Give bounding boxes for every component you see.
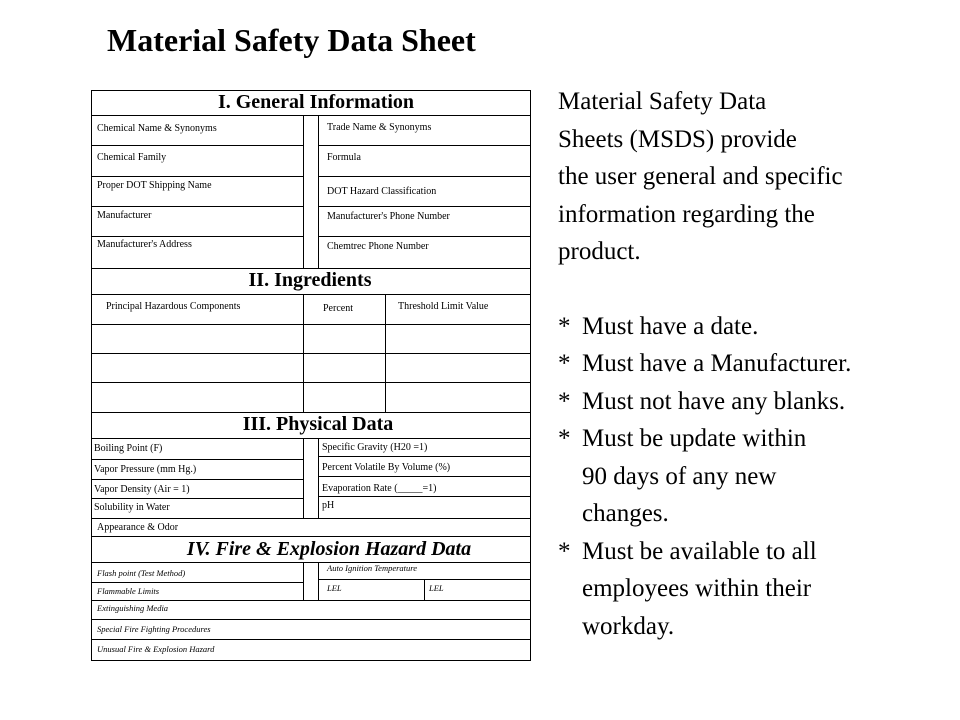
- formula-field[interactable]: Formula: [327, 152, 361, 163]
- lel-field[interactable]: LEL: [327, 583, 342, 593]
- specific-gravity-field[interactable]: Specific Gravity (H20 =1): [322, 442, 428, 453]
- dot-shipping-name-field[interactable]: Proper DOT Shipping Name: [97, 180, 212, 191]
- trade-name-field[interactable]: Trade Name & Synonyms: [327, 122, 432, 133]
- section-fire-explosion: IV. Fire & Explosion Hazard Data: [186, 538, 472, 560]
- ph-field[interactable]: pH: [322, 500, 335, 511]
- flammable-limits-field[interactable]: Flammable Limits: [97, 586, 160, 596]
- ingredient-row[interactable]: [91, 324, 303, 353]
- intro-paragraph: Material Safety Data Sheets (MSDS) provide the user general and specific information regarding the product.: [558, 88, 843, 265]
- solubility-field[interactable]: Solubility in Water: [94, 502, 170, 513]
- percent-volatile-field[interactable]: Percent Volatile By Volume (%): [322, 462, 451, 473]
- bullet-item: * Must not have any blanks.: [558, 387, 846, 415]
- manufacturer-field[interactable]: Manufacturer: [97, 210, 152, 221]
- bullet-item: * Must have a Manufacturer.: [558, 350, 852, 377]
- manufacturer-phone-field[interactable]: Manufacturer's Phone Number: [327, 211, 450, 222]
- dot-hazard-classification-field[interactable]: DOT Hazard Classification: [327, 186, 437, 197]
- special-fire-fighting-field[interactable]: Special Fire Fighting Procedures: [97, 624, 211, 634]
- flash-point-field[interactable]: Flash point (Test Method): [97, 568, 186, 578]
- extinguishing-media-field[interactable]: Extinguishing Media: [97, 603, 169, 613]
- description-text: [558, 83, 954, 645]
- section-ingredients: II. Ingredients: [248, 269, 372, 291]
- bullet-item: * Must have a date.: [558, 312, 759, 340]
- percent-header: Percent: [323, 303, 353, 314]
- vapor-density-field[interactable]: Vapor Density (Air = 1): [94, 484, 190, 495]
- bullet-item: * Must be update within 90 days of any new changes.: [558, 425, 807, 527]
- lel-field[interactable]: LEL: [429, 583, 444, 593]
- evaporation-rate-field[interactable]: Evaporation Rate (_____=1): [322, 483, 437, 494]
- msds-form: [91, 90, 531, 661]
- ingredient-row[interactable]: [91, 353, 303, 382]
- ingredient-row[interactable]: [91, 382, 303, 412]
- auto-ignition-field[interactable]: Auto Ignition Temperature: [327, 563, 418, 573]
- chemtrec-phone-field[interactable]: Chemtrec Phone Number: [327, 241, 429, 252]
- principal-hazardous-components-header: Principal Hazardous Components: [106, 301, 241, 312]
- vapor-pressure-field[interactable]: Vapor Pressure (mm Hg.): [94, 464, 197, 475]
- boiling-point-field[interactable]: Boiling Point (F): [94, 443, 163, 454]
- chemical-name-field[interactable]: Chemical Name & Synonyms: [97, 123, 217, 134]
- manufacturer-address-field[interactable]: Manufacturer's Address: [97, 239, 192, 250]
- bullet-item: * Must be available to all employees within their workday.: [558, 537, 817, 640]
- unusual-hazard-field[interactable]: Unusual Fire & Explosion Hazard: [97, 644, 215, 654]
- threshold-limit-value-header: Threshold Limit Value: [398, 301, 489, 312]
- section-physical-data: III. Physical Data: [242, 413, 394, 435]
- page-title: Material Safety Data Sheet: [107, 22, 476, 58]
- chemical-family-field[interactable]: Chemical Family: [97, 152, 167, 163]
- appearance-odor-field[interactable]: Appearance & Odor: [97, 522, 179, 533]
- section-general-information: I. General Information: [217, 91, 415, 113]
